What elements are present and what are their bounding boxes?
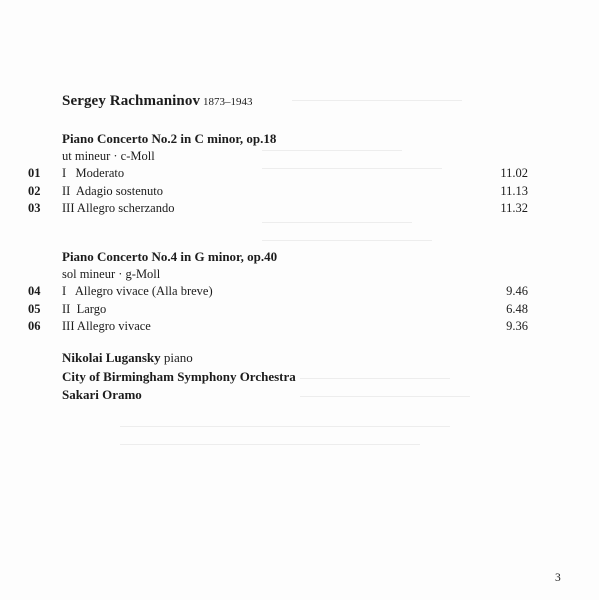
track-number: 05 — [28, 301, 41, 316]
track-number: 06 — [28, 319, 41, 333]
show-through-line — [120, 426, 450, 427]
track-duration: 6.48 — [506, 301, 528, 316]
track-number: 03 — [28, 201, 41, 215]
performer-name: City of Birmingham Symphony Orchestra — [62, 368, 296, 384]
track-title: I Allegro vivace (Alla breve) — [62, 284, 213, 298]
performer-orchestra — [62, 368, 296, 387]
track-row[interactable] — [28, 283, 528, 301]
show-through-line — [300, 396, 470, 397]
show-through-line — [262, 222, 412, 223]
work-key: sol mineur · g-Moll — [62, 267, 161, 281]
performer-conductor — [62, 386, 296, 405]
track-duration: 9.36 — [506, 319, 528, 333]
track-row[interactable] — [28, 318, 528, 336]
track-duration: 11.02 — [500, 166, 528, 180]
work-title: Piano Concerto No.4 in G minor, op.40 — [62, 249, 278, 264]
track-title: III Allegro scherzando — [62, 201, 175, 215]
track-row[interactable] — [28, 183, 528, 201]
track-duration: 11.32 — [500, 201, 528, 215]
work-concerto-2 — [28, 130, 528, 218]
track-row[interactable] — [28, 165, 528, 183]
show-through-line — [300, 378, 450, 379]
track-duration: 9.46 — [506, 284, 528, 298]
track-title: II Largo — [62, 301, 107, 316]
composer-dates: 1873–1943 — [203, 96, 253, 108]
composer-name: Sergey Rachmaninov — [62, 93, 201, 109]
track-title: II Adagio sostenuto — [62, 183, 164, 198]
track-title: I Moderato — [62, 166, 125, 180]
work-title: Piano Concerto No.2 in C minor, op.18 — [62, 131, 277, 146]
show-through-line — [262, 240, 432, 241]
track-title: III Allegro vivace — [62, 319, 151, 333]
performers-credits — [62, 349, 296, 405]
track-number: 04 — [28, 284, 41, 298]
show-through-line — [292, 100, 462, 101]
track-row[interactable] — [28, 301, 528, 319]
page-number: 3 — [555, 572, 561, 584]
track-number: 01 — [28, 166, 41, 180]
show-through-line — [120, 444, 420, 445]
performer-name: Sakari Oramo — [62, 387, 142, 402]
work-key: ut mineur · c-Moll — [62, 149, 155, 163]
performer-role: piano — [163, 350, 193, 365]
performer-name: Nikolai Lugansky — [62, 350, 161, 365]
track-number: 02 — [28, 183, 41, 198]
track-row[interactable] — [28, 200, 528, 218]
track-duration: 11.13 — [500, 183, 528, 198]
composer-heading — [62, 92, 253, 110]
work-concerto-4 — [28, 248, 528, 336]
performer-soloist — [62, 349, 296, 368]
